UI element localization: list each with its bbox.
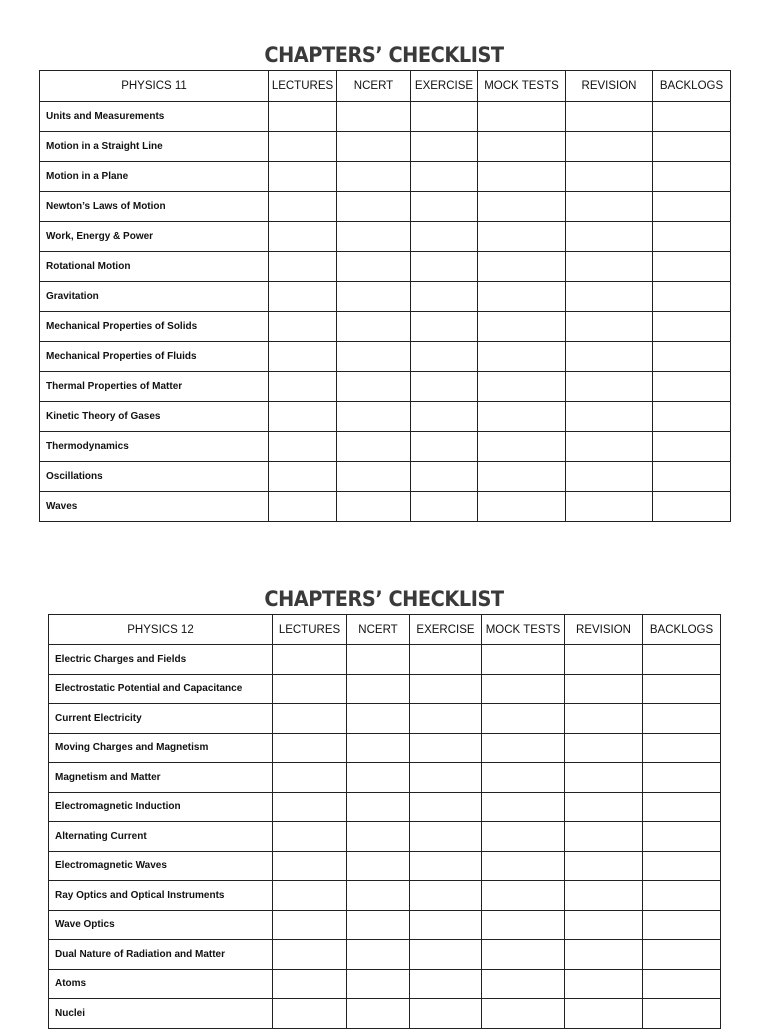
checkbox-cell-backlogs[interactable] (643, 792, 721, 822)
checkbox-cell-backlogs[interactable] (653, 162, 731, 192)
checkbox-cell-ncert[interactable] (337, 162, 411, 192)
checkbox-cell-ncert[interactable] (337, 312, 411, 342)
table-row (40, 132, 731, 162)
chapter-name: Units and Measurements (40, 102, 269, 132)
physics-12-checklist-table (48, 614, 721, 1029)
checkbox-cell-ncert[interactable] (337, 492, 411, 522)
table-row (49, 645, 721, 675)
checkbox-cell-lectures[interactable] (269, 312, 337, 342)
checkbox-cell-lectures[interactable] (269, 192, 337, 222)
checkbox-cell-mock-tests[interactable] (478, 252, 566, 282)
checkbox-cell-revision[interactable] (566, 432, 653, 462)
checkbox-cell-ncert[interactable] (337, 102, 411, 132)
checkbox-cell-lectures[interactable] (269, 492, 337, 522)
checkbox-cell-mock-tests[interactable] (482, 822, 565, 852)
table-row (49, 763, 721, 793)
chapter-name: Ray Optics and Optical Instruments (49, 881, 273, 911)
checkbox-cell-exercise[interactable] (410, 881, 482, 911)
checkbox-cell-revision[interactable] (565, 822, 643, 852)
chapter-name: Mechanical Properties of Fluids (40, 342, 269, 372)
checkbox-cell-revision[interactable] (565, 704, 643, 734)
checkbox-cell-ncert[interactable] (347, 910, 410, 940)
chapter-name: Dual Nature of Radiation and Matter (49, 940, 273, 970)
checkbox-cell-ncert[interactable] (337, 432, 411, 462)
checkbox-cell-backlogs[interactable] (643, 733, 721, 763)
checkbox-cell-exercise[interactable] (411, 222, 478, 252)
checkbox-cell-ncert[interactable] (347, 733, 410, 763)
column-header-exercise: EXERCISE (410, 615, 482, 645)
chapter-name: Current Electricity (49, 704, 273, 734)
table-row (40, 342, 731, 372)
checkbox-cell-exercise[interactable] (411, 492, 478, 522)
checkbox-cell-mock-tests[interactable] (482, 910, 565, 940)
checkbox-cell-lectures[interactable] (273, 792, 347, 822)
checkbox-cell-ncert[interactable] (337, 192, 411, 222)
chapter-name: Motion in a Straight Line (40, 132, 269, 162)
table-row (49, 940, 721, 970)
column-header-ncert: NCERT (347, 615, 410, 645)
table-row (40, 222, 731, 252)
checkbox-cell-mock-tests[interactable] (482, 881, 565, 911)
checkbox-cell-exercise[interactable] (411, 462, 478, 492)
column-header-backlogs: BACKLOGS (643, 615, 721, 645)
checkbox-cell-lectures[interactable] (273, 704, 347, 734)
checkbox-cell-mock-tests[interactable] (482, 763, 565, 793)
checkbox-cell-lectures[interactable] (269, 252, 337, 282)
checkbox-cell-backlogs[interactable] (643, 674, 721, 704)
checkbox-cell-exercise[interactable] (410, 674, 482, 704)
table-row (49, 822, 721, 852)
checkbox-cell-exercise[interactable] (411, 342, 478, 372)
table-row (49, 851, 721, 881)
checklist-title: CHAPTERS’ CHECKLIST (264, 43, 504, 67)
checkbox-cell-exercise[interactable] (411, 372, 478, 402)
checkbox-cell-revision[interactable] (565, 910, 643, 940)
table-row (49, 733, 721, 763)
checkbox-cell-exercise[interactable] (411, 132, 478, 162)
checkbox-cell-backlogs[interactable] (653, 492, 731, 522)
chapter-name: Thermal Properties of Matter (40, 372, 269, 402)
checkbox-cell-mock-tests[interactable] (478, 492, 566, 522)
checkbox-cell-ncert[interactable] (337, 222, 411, 252)
checkbox-cell-revision[interactable] (566, 252, 653, 282)
checkbox-cell-exercise[interactable] (410, 910, 482, 940)
chapter-name: Electromagnetic Waves (49, 851, 273, 881)
checkbox-cell-revision[interactable] (565, 674, 643, 704)
table-row (40, 462, 731, 492)
checkbox-cell-revision[interactable] (566, 102, 653, 132)
physics-11-checklist-table (39, 70, 731, 522)
checkbox-cell-mock-tests[interactable] (482, 645, 565, 675)
checkbox-cell-exercise[interactable] (411, 162, 478, 192)
checkbox-cell-ncert[interactable] (337, 402, 411, 432)
checkbox-cell-mock-tests[interactable] (478, 372, 566, 402)
checkbox-cell-lectures[interactable] (269, 282, 337, 312)
checkbox-cell-mock-tests[interactable] (482, 704, 565, 734)
checkbox-cell-exercise[interactable] (410, 645, 482, 675)
column-header-lectures: LECTURES (269, 71, 337, 102)
chapter-name: Rotational Motion (40, 252, 269, 282)
checkbox-cell-exercise[interactable] (411, 402, 478, 432)
checkbox-cell-lectures[interactable] (273, 674, 347, 704)
column-header-mock-tests: MOCK TESTS (482, 615, 565, 645)
checkbox-cell-revision[interactable] (565, 851, 643, 881)
chapter-name: Mechanical Properties of Solids (40, 312, 269, 342)
checkbox-cell-mock-tests[interactable] (478, 192, 566, 222)
checkbox-cell-backlogs[interactable] (653, 462, 731, 492)
table-row (49, 704, 721, 734)
checkbox-cell-backlogs[interactable] (653, 432, 731, 462)
chapter-name: Magnetism and Matter (49, 763, 273, 793)
checkbox-cell-backlogs[interactable] (643, 851, 721, 881)
checkbox-cell-lectures[interactable] (269, 102, 337, 132)
table-row (49, 792, 721, 822)
checkbox-cell-mock-tests[interactable] (482, 792, 565, 822)
checkbox-cell-mock-tests[interactable] (478, 222, 566, 252)
checkbox-cell-ncert[interactable] (337, 252, 411, 282)
checkbox-cell-revision[interactable] (566, 342, 653, 372)
checkbox-cell-exercise[interactable] (410, 763, 482, 793)
checkbox-cell-ncert[interactable] (347, 704, 410, 734)
table-row (40, 492, 731, 522)
checkbox-cell-backlogs[interactable] (653, 132, 731, 162)
checkbox-cell-ncert[interactable] (347, 851, 410, 881)
checkbox-cell-mock-tests[interactable] (478, 462, 566, 492)
checkbox-cell-revision[interactable] (566, 402, 653, 432)
checkbox-cell-exercise[interactable] (411, 252, 478, 282)
checkbox-cell-mock-tests[interactable] (478, 402, 566, 432)
column-header-lectures: LECTURES (273, 615, 347, 645)
checkbox-cell-backlogs[interactable] (653, 192, 731, 222)
chapter-name: Kinetic Theory of Gases (40, 402, 269, 432)
checkbox-cell-exercise[interactable] (410, 969, 482, 999)
subject-header: PHYSICS 12 (49, 615, 273, 645)
checkbox-cell-ncert[interactable] (337, 462, 411, 492)
table-row (49, 910, 721, 940)
column-header-mock-tests: MOCK TESTS (478, 71, 566, 102)
chapter-name: Alternating Current (49, 822, 273, 852)
checkbox-cell-mock-tests[interactable] (478, 432, 566, 462)
chapter-name: Atoms (49, 969, 273, 999)
checkbox-cell-mock-tests[interactable] (482, 733, 565, 763)
checkbox-cell-revision[interactable] (566, 462, 653, 492)
checkbox-cell-backlogs[interactable] (643, 645, 721, 675)
column-header-revision: REVISION (566, 71, 653, 102)
checkbox-cell-lectures[interactable] (269, 162, 337, 192)
checkbox-cell-lectures[interactable] (269, 222, 337, 252)
header-row (40, 71, 731, 102)
chapter-name: Moving Charges and Magnetism (49, 733, 273, 763)
checkbox-cell-backlogs[interactable] (653, 402, 731, 432)
checkbox-cell-lectures[interactable] (273, 969, 347, 999)
checkbox-cell-revision[interactable] (565, 763, 643, 793)
checkbox-cell-lectures[interactable] (273, 822, 347, 852)
checkbox-cell-revision[interactable] (565, 645, 643, 675)
checkbox-cell-ncert[interactable] (347, 674, 410, 704)
checkbox-cell-revision[interactable] (566, 372, 653, 402)
checkbox-cell-lectures[interactable] (273, 763, 347, 793)
table-row (49, 881, 721, 911)
checkbox-cell-backlogs[interactable] (653, 342, 731, 372)
checkbox-cell-revision[interactable] (566, 132, 653, 162)
checkbox-cell-exercise[interactable] (410, 851, 482, 881)
checkbox-cell-ncert[interactable] (347, 940, 410, 970)
checkbox-cell-backlogs[interactable] (643, 940, 721, 970)
checkbox-cell-mock-tests[interactable] (478, 102, 566, 132)
checkbox-cell-lectures[interactable] (273, 733, 347, 763)
checkbox-cell-revision[interactable] (565, 733, 643, 763)
checkbox-cell-backlogs[interactable] (653, 102, 731, 132)
checkbox-cell-mock-tests[interactable] (482, 851, 565, 881)
checkbox-cell-mock-tests[interactable] (478, 342, 566, 372)
column-header-exercise: EXERCISE (411, 71, 478, 102)
table-row (40, 282, 731, 312)
checkbox-cell-mock-tests[interactable] (482, 674, 565, 704)
checkbox-cell-backlogs[interactable] (653, 372, 731, 402)
checkbox-cell-exercise[interactable] (411, 312, 478, 342)
column-header-revision: REVISION (565, 615, 643, 645)
checkbox-cell-mock-tests[interactable] (478, 312, 566, 342)
table-row (49, 674, 721, 704)
table-row (40, 402, 731, 432)
checkbox-cell-exercise[interactable] (410, 733, 482, 763)
checkbox-cell-mock-tests[interactable] (478, 282, 566, 312)
checkbox-cell-ncert[interactable] (347, 969, 410, 999)
chapter-name: Wave Optics (49, 910, 273, 940)
checkbox-cell-lectures[interactable] (269, 462, 337, 492)
checkbox-cell-revision[interactable] (565, 881, 643, 911)
table-row (49, 969, 721, 999)
checkbox-cell-exercise[interactable] (410, 704, 482, 734)
checkbox-cell-backlogs[interactable] (643, 969, 721, 999)
checkbox-cell-ncert[interactable] (347, 881, 410, 911)
checkbox-cell-backlogs[interactable] (653, 312, 731, 342)
chapter-name: Gravitation (40, 282, 269, 312)
checkbox-cell-ncert[interactable] (337, 282, 411, 312)
checkbox-cell-revision[interactable] (566, 312, 653, 342)
checkbox-cell-exercise[interactable] (410, 822, 482, 852)
checkbox-cell-ncert[interactable] (337, 132, 411, 162)
chapter-name: Work, Energy & Power (40, 222, 269, 252)
chapter-name: Newton’s Laws of Motion (40, 192, 269, 222)
checkbox-cell-lectures[interactable] (269, 372, 337, 402)
table-row (40, 312, 731, 342)
chapter-name: Electric Charges and Fields (49, 645, 273, 675)
checkbox-cell-lectures[interactable] (273, 940, 347, 970)
checkbox-cell-exercise[interactable] (411, 432, 478, 462)
checkbox-cell-revision[interactable] (566, 492, 653, 522)
checkbox-cell-backlogs[interactable] (643, 822, 721, 852)
checkbox-cell-lectures[interactable] (269, 342, 337, 372)
checkbox-cell-ncert[interactable] (337, 342, 411, 372)
table-row (40, 192, 731, 222)
checklist-title: CHAPTERS’ CHECKLIST (264, 587, 504, 611)
checkbox-cell-mock-tests[interactable] (478, 132, 566, 162)
chapter-name: Electrostatic Potential and Capacitance (49, 674, 273, 704)
checkbox-cell-backlogs[interactable] (653, 252, 731, 282)
checkbox-cell-exercise[interactable] (411, 282, 478, 312)
chapter-name: Waves (40, 492, 269, 522)
checkbox-cell-lectures[interactable] (269, 402, 337, 432)
table-row (40, 432, 731, 462)
checkbox-cell-revision[interactable] (566, 192, 653, 222)
checkbox-cell-lectures[interactable] (273, 910, 347, 940)
checkbox-cell-ncert[interactable] (337, 372, 411, 402)
column-header-ncert: NCERT (337, 71, 411, 102)
chapter-name: Nuclei (49, 999, 273, 1029)
subject-header: PHYSICS 11 (40, 71, 269, 102)
checkbox-cell-lectures[interactable] (273, 881, 347, 911)
table-row (40, 252, 731, 282)
checkbox-cell-mock-tests[interactable] (478, 162, 566, 192)
chapter-name: Thermodynamics (40, 432, 269, 462)
checkbox-cell-ncert[interactable] (347, 763, 410, 793)
checkbox-cell-ncert[interactable] (347, 645, 410, 675)
checkbox-cell-revision[interactable] (566, 162, 653, 192)
chapter-name: Electromagnetic Induction (49, 792, 273, 822)
checkbox-cell-exercise[interactable] (410, 940, 482, 970)
checkbox-cell-revision[interactable] (565, 792, 643, 822)
chapter-name: Oscillations (40, 462, 269, 492)
checkbox-cell-revision[interactable] (566, 222, 653, 252)
checkbox-cell-mock-tests[interactable] (482, 940, 565, 970)
checkbox-cell-mock-tests[interactable] (482, 969, 565, 999)
checkbox-cell-lectures[interactable] (269, 132, 337, 162)
checkbox-cell-exercise[interactable] (411, 102, 478, 132)
checkbox-cell-revision[interactable] (566, 282, 653, 312)
table-row (40, 372, 731, 402)
checkbox-cell-lectures[interactable] (269, 432, 337, 462)
checkbox-cell-revision[interactable] (565, 969, 643, 999)
checkbox-cell-ncert[interactable] (347, 792, 410, 822)
checkbox-cell-ncert[interactable] (347, 822, 410, 852)
table-row (40, 162, 731, 192)
checkbox-cell-revision[interactable] (565, 940, 643, 970)
checkbox-cell-backlogs[interactable] (653, 222, 731, 252)
chapter-name: Motion in a Plane (40, 162, 269, 192)
checkbox-cell-backlogs[interactable] (653, 282, 731, 312)
checkbox-cell-exercise[interactable] (411, 192, 478, 222)
header-row (49, 615, 721, 645)
checkbox-cell-backlogs[interactable] (643, 704, 721, 734)
checkbox-cell-lectures[interactable] (273, 851, 347, 881)
checkbox-cell-backlogs[interactable] (643, 881, 721, 911)
checkbox-cell-lectures[interactable] (273, 645, 347, 675)
table-row (40, 102, 731, 132)
checkbox-cell-exercise[interactable] (410, 792, 482, 822)
checkbox-cell-backlogs[interactable] (643, 910, 721, 940)
checkbox-cell-backlogs[interactable] (643, 763, 721, 793)
column-header-backlogs: BACKLOGS (653, 71, 731, 102)
